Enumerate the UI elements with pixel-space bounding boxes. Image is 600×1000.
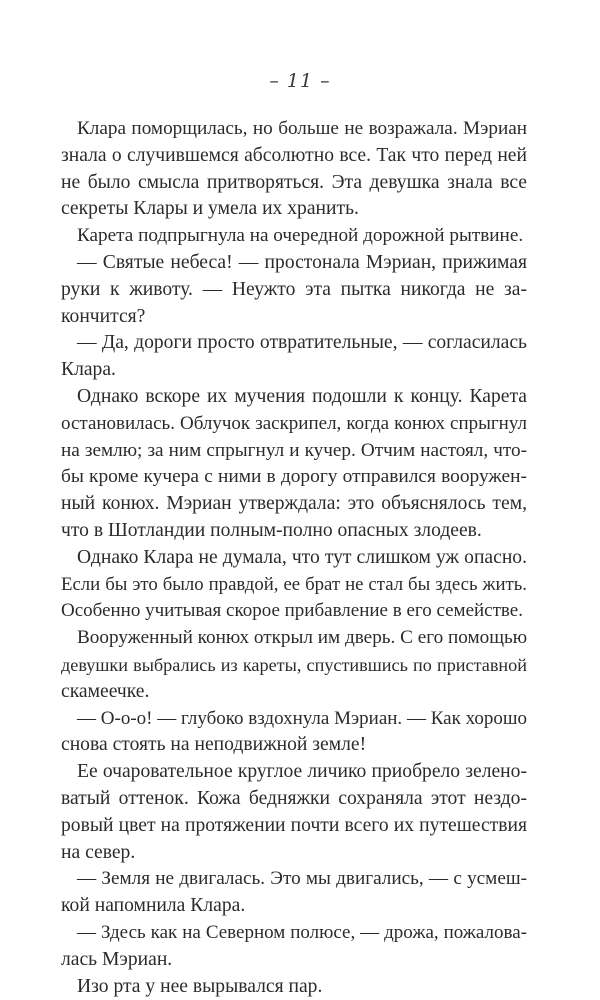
text-line: не было смысла притворяться. Эта девушка знала все bbox=[61, 170, 527, 197]
text-line: ровый цвет на протяжении почти всего их путешествия bbox=[61, 813, 527, 840]
text-line: руки к животу. — Неужто эта пытка никогда не за- bbox=[61, 277, 527, 304]
text-line: на север. bbox=[61, 840, 527, 867]
text-line: — Да, дороги просто отвратительные, — согласилась bbox=[61, 330, 527, 357]
text-line: Ее очаровательное круглое личико приобрело зелено- bbox=[61, 759, 527, 786]
text-line: лась Мэриан. bbox=[61, 947, 527, 974]
text-line: секреты Клары и умела их хранить. bbox=[61, 196, 527, 223]
text-line: Изо рта у нее вырывался пар. bbox=[61, 974, 527, 1000]
text-line: Если бы это было правдой, ее брат не стал бы здесь жить. bbox=[61, 572, 527, 599]
text-line: девушки выбрались из кареты, спустившись по приставной bbox=[61, 652, 527, 679]
text-line: Карета подпрыгнула на очередной дорожной рытвине. bbox=[61, 223, 527, 250]
text-line: Особенно учитывая скорое прибавление в его семействе. bbox=[61, 598, 527, 625]
text-line: снова стоять на неподвижной земле! bbox=[61, 732, 527, 759]
text-line: кончится? bbox=[61, 304, 527, 331]
text-line: Клара. bbox=[61, 357, 527, 384]
text-line: скамеечке. bbox=[61, 679, 527, 706]
text-line: на землю; за ним спрыгнул и кучер. Отчим настоял, что- bbox=[61, 438, 527, 465]
text-line: Однако вскоре их мучения подошли к концу. Карета bbox=[61, 384, 527, 411]
text-line: кой напомнила Клара. bbox=[61, 893, 527, 920]
text-line: ватый оттенок. Кожа бедняжки сохраняла этот нездо- bbox=[61, 786, 527, 813]
text-line: остановилась. Облучок заскрипел, когда конюх спрыгнул bbox=[61, 411, 527, 438]
text-line: ный конюх. Мэриан утверждала: это объяснялось тем, bbox=[61, 491, 527, 518]
text-line: Однако Клара не думала, что тут слишком уж опасно. bbox=[61, 545, 527, 572]
page-number: – 11 – bbox=[0, 70, 600, 92]
text-line: знала о случившемся абсолютно все. Так что перед ней bbox=[61, 143, 527, 170]
text-line: бы кроме кучера с ними в дорогу отправился вооружен- bbox=[61, 464, 527, 491]
text-line: что в Шотландии полным-полно опасных злодеев. bbox=[61, 518, 527, 545]
text-line: Вооруженный конюх открыл им дверь. С его помощью bbox=[61, 625, 527, 652]
page-text bbox=[61, 116, 527, 1000]
text-line: Клара поморщилась, но больше не возражала. Мэриан bbox=[61, 116, 527, 143]
text-line: — Здесь как на Северном полюсе, — дрожа, пожалова- bbox=[61, 920, 527, 947]
text-line: — Земля не двигалась. Это мы двигались, — с усмеш- bbox=[61, 866, 527, 893]
text-line: — О-о-о! — глубоко вздохнула Мэриан. — Как хорошо bbox=[61, 706, 527, 733]
text-line: — Святые небеса! — простонала Мэриан, прижимая bbox=[61, 250, 527, 277]
